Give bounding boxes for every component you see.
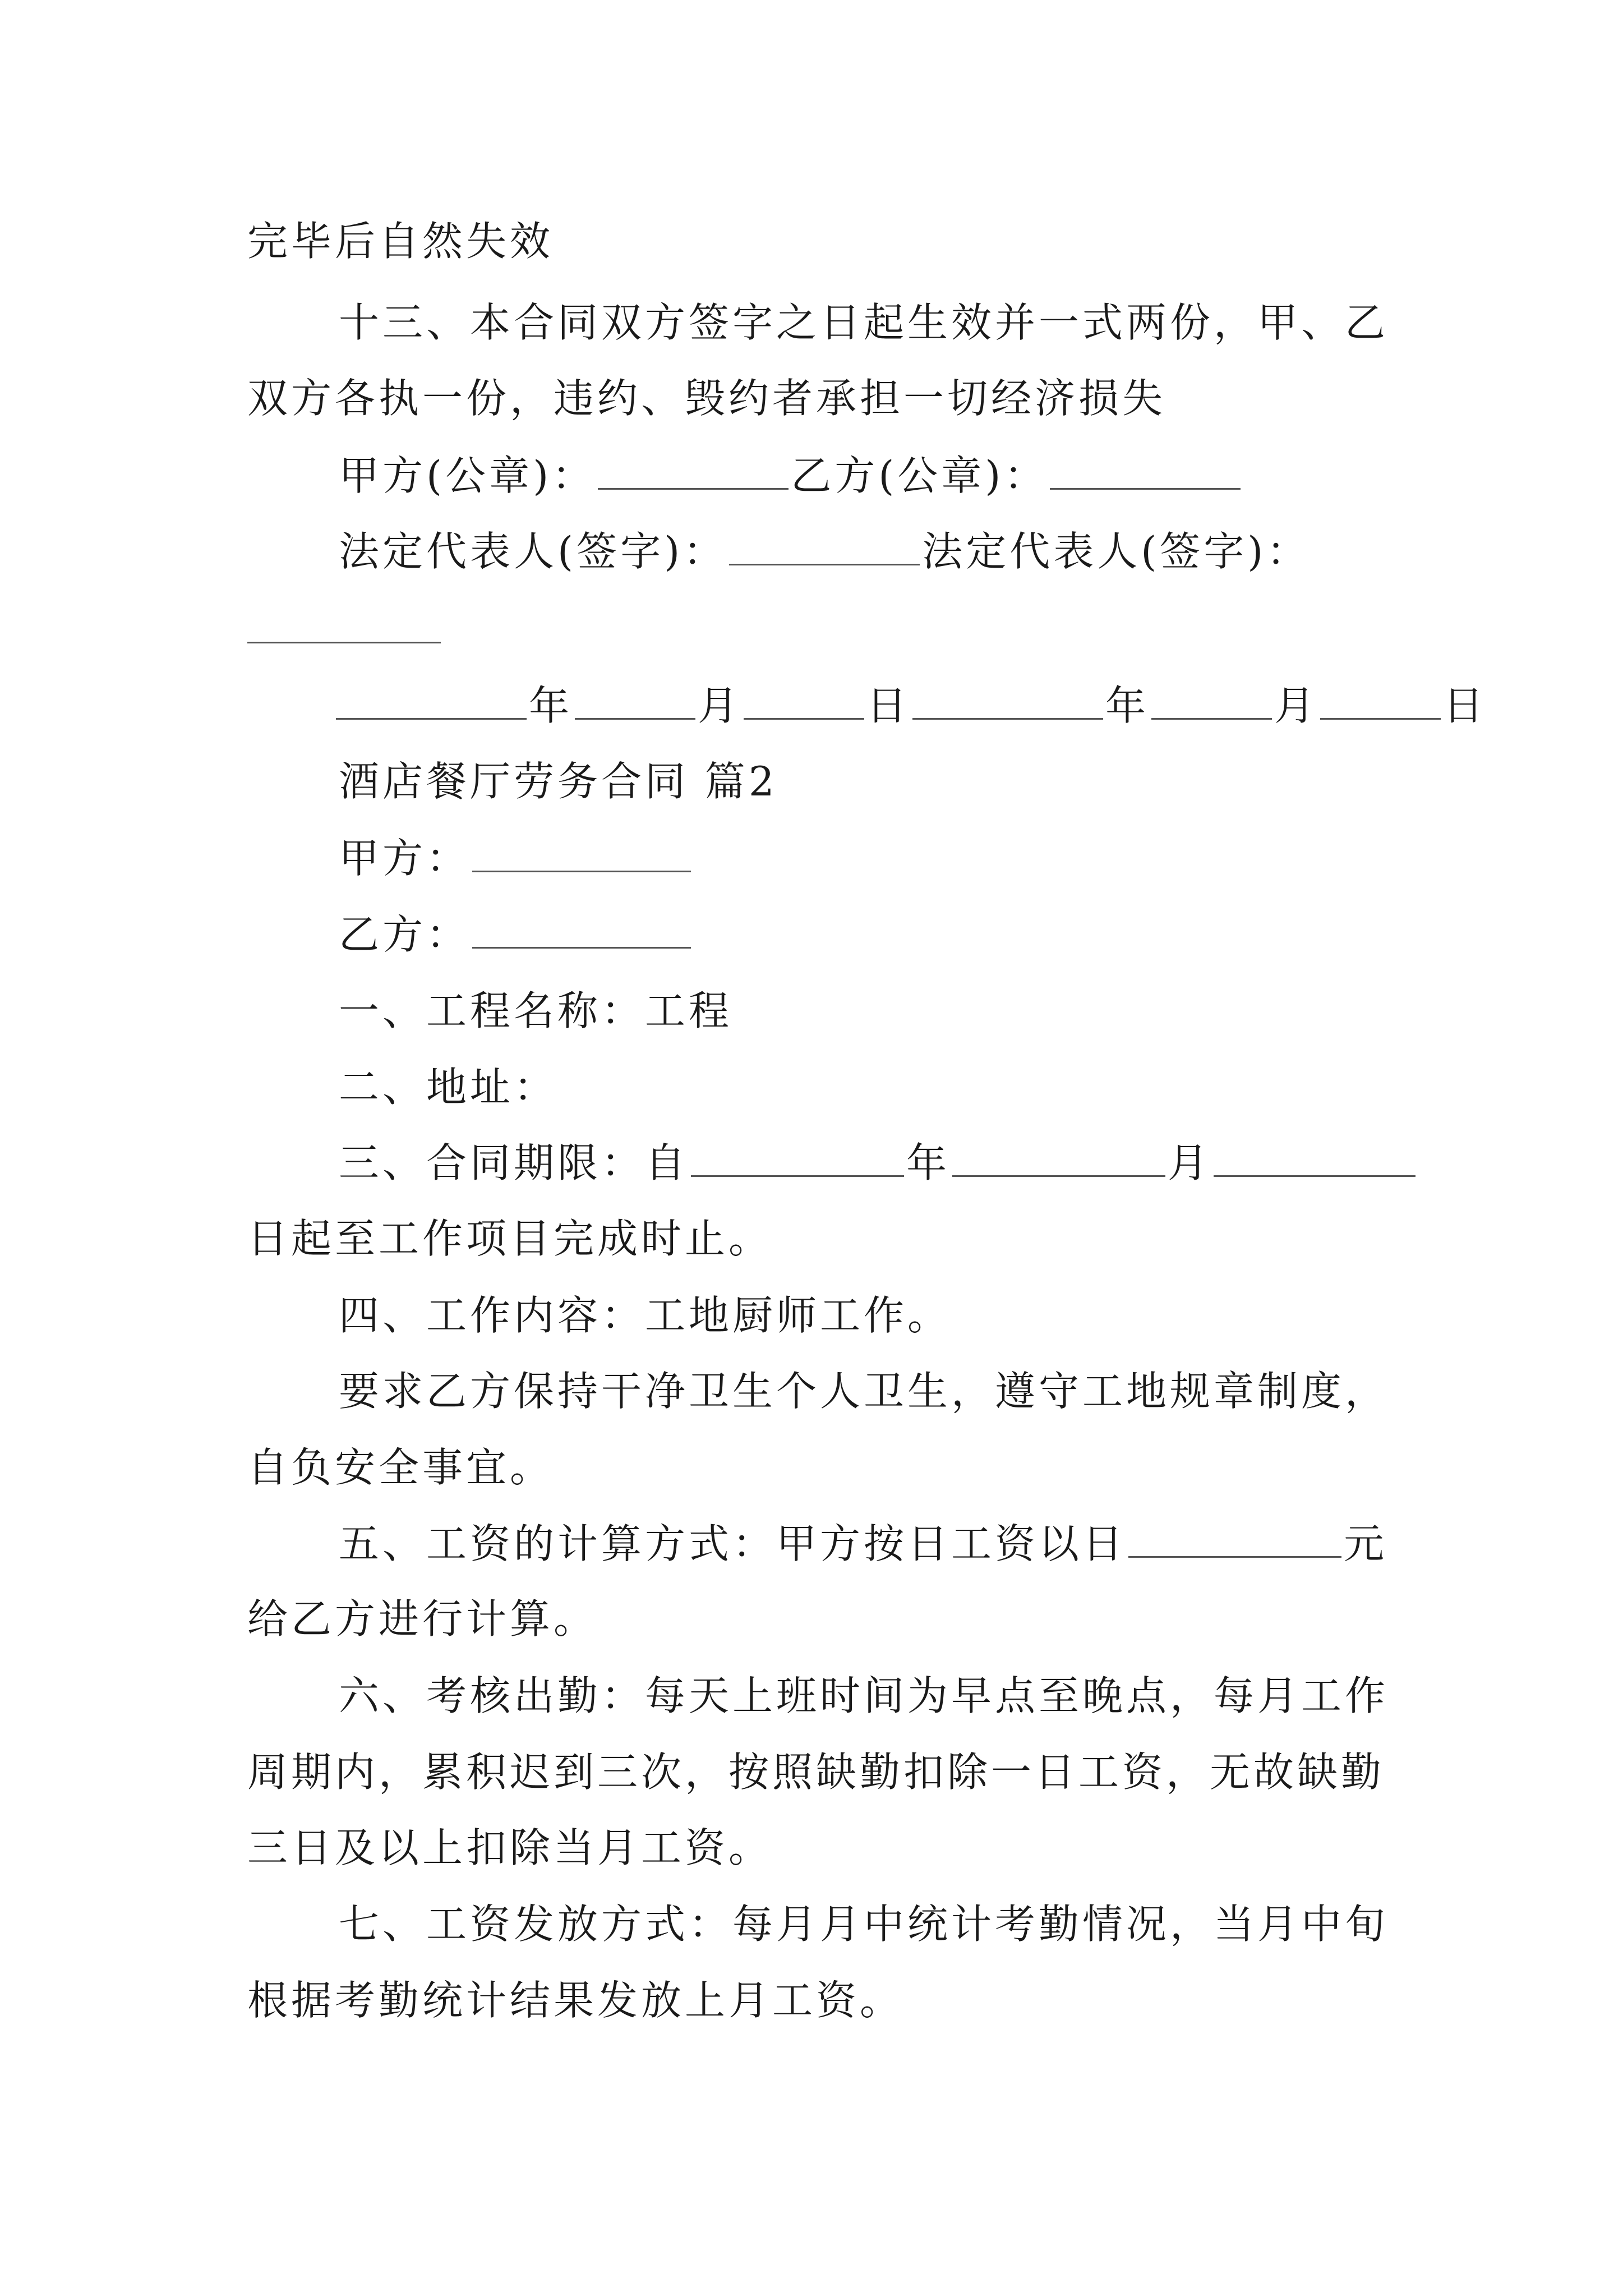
party-b-line [339, 908, 693, 961]
party-a-seal-label: 甲方(公章)： [339, 452, 596, 499]
signature-line [339, 524, 1310, 578]
item-3-line-1 [339, 1136, 1418, 1190]
party-a-label: 甲方： [339, 835, 471, 882]
party-b-blank [472, 913, 691, 949]
item-4: 四、工作内容：工地厨师工作。 [339, 1292, 952, 1339]
item-4-requirement-line-1: 要求乙方保持干净卫生个人卫生，遵守工地规章制度， [339, 1368, 1389, 1415]
paragraph-line: 完毕后自然失效 [247, 218, 554, 265]
date-blank [575, 684, 695, 720]
item-3-label: 三、合同期限：自 [339, 1139, 689, 1186]
item-5-unit: 元 [1344, 1520, 1388, 1567]
party-a-rep-label: 法定代表人(签字)： [339, 528, 727, 575]
item-4-requirement-line-2: 自负安全事宜。 [247, 1444, 554, 1491]
item-5-line-2: 给乙方进行计算。 [247, 1595, 598, 1642]
item-3-blank [691, 1142, 904, 1177]
item-3-month: 月 [1168, 1139, 1212, 1186]
item-7-line-1: 七、工资发放方式：每月月中统计考勤情况，当月中旬 [339, 1901, 1389, 1948]
seal-line [339, 449, 1243, 503]
year-label: 年 [529, 682, 573, 729]
party-b-seal-blank [1050, 454, 1241, 490]
section-title: 酒店餐厅劳务合同 篇2 [339, 758, 778, 805]
party-b-seal-label: 乙方(公章)： [791, 452, 1048, 499]
clause-13-line-2: 双方各执一份，违约、毁约者承担一切经济损失 [247, 375, 1166, 422]
date-blank [744, 684, 864, 720]
day-label: 日 [866, 682, 911, 729]
item-3-blank [952, 1142, 1165, 1177]
item-5-text: 五、工资的计算方式：甲方按日工资以日 [339, 1520, 1127, 1567]
item-3-line-2: 日起至工作项目完成时止。 [247, 1215, 773, 1262]
year-label: 年 [1105, 682, 1150, 729]
party-b-rep-blank [247, 641, 441, 643]
date-line [334, 679, 1487, 733]
date-blank [912, 684, 1103, 720]
item-7-line-2: 根据考勤统计结果发放上月工资。 [247, 1977, 904, 2024]
party-a-seal-blank [598, 454, 789, 490]
month-label: 月 [698, 682, 742, 729]
party-a-blank [472, 837, 691, 872]
item-5-line-1 [339, 1517, 1387, 1571]
item-3-blank [1214, 1142, 1415, 1177]
item-5-blank [1128, 1522, 1341, 1558]
month-label: 月 [1274, 682, 1318, 729]
party-a-line [339, 831, 693, 885]
party-b-rep-label: 法定代表人(签字)： [922, 528, 1311, 575]
item-2: 二、地址： [339, 1064, 558, 1111]
party-b-label: 乙方： [339, 911, 471, 958]
date-blank [1320, 684, 1441, 720]
date-blank [1151, 684, 1272, 720]
item-6-line-1: 六、考核出勤：每天上班时间为早点至晚点，每月工作 [339, 1672, 1389, 1719]
date-blank [336, 684, 527, 720]
item-3-year: 年 [906, 1139, 951, 1186]
item-6-line-2: 周期内，累积迟到三次，按照缺勤扣除一日工资，无故缺勤 [247, 1749, 1385, 1796]
clause-13-line-1: 十三、本合同双方签字之日起生效并一式两份，甲、乙 [339, 299, 1389, 346]
party-a-rep-blank [729, 530, 920, 565]
item-1: 一、工程名称：工程 [339, 987, 733, 1034]
item-6-line-3: 三日及以上扣除当月工资。 [247, 1824, 773, 1871]
day-label: 日 [1443, 682, 1487, 729]
